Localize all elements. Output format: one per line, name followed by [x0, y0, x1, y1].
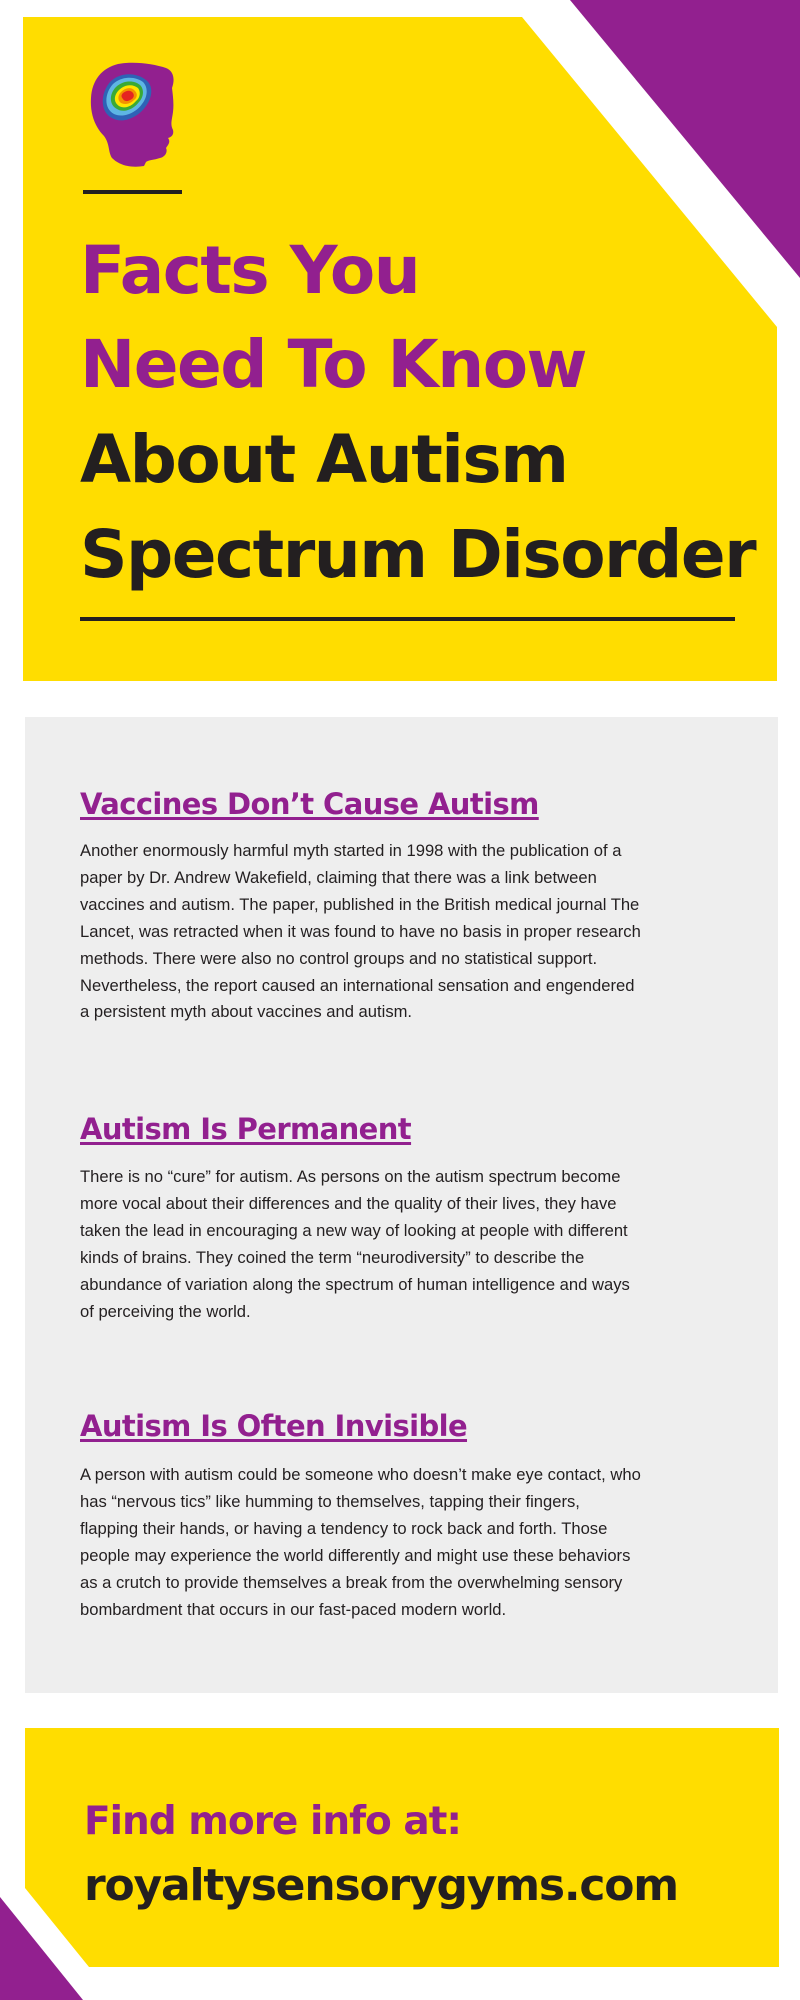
body-line: taken the lead in encouraging a new way of looking at people with different — [80, 1220, 628, 1240]
title-line-1: Facts You — [80, 232, 420, 309]
section-heading-vaccines: Vaccines Don’t Cause Autism — [80, 787, 539, 821]
footer-website-link[interactable]: royaltysensorygyms.com — [84, 1860, 678, 1911]
body-line: flapping their hands, or having a tendency to rock back and forth. Those — [80, 1518, 608, 1538]
body-line: abundance of variation along the spectrum of human intelligence and ways — [80, 1274, 630, 1294]
body-line: Another enormously harmful myth started in 1998 with the publication of a — [80, 841, 622, 860]
body-line: as a crutch to provide themselves a break from the overwhelming sensory — [80, 1572, 623, 1592]
body-line: people may experience the world differently and might use these behaviors — [80, 1545, 631, 1565]
body-line: A person with autism could be someone who doesn’t make eye contact, who — [80, 1465, 641, 1484]
footer-cta-label: Find more info at: — [84, 1799, 461, 1844]
title-line-4: Spectrum Disorder — [80, 516, 756, 593]
title-line-3: About Autism — [80, 421, 568, 498]
section-heading-invisible: Autism Is Often Invisible — [80, 1409, 468, 1443]
section-body-permanent — [80, 1164, 740, 1325]
section-body-vaccines — [80, 838, 740, 1026]
section-body-invisible — [80, 1462, 740, 1623]
body-line: a persistent myth about vaccines and autism. — [80, 1002, 413, 1022]
body-line: bombardment that occurs in our fast-paced modern world. — [80, 1599, 507, 1619]
body-line: vaccines and autism. The paper, published in the British medical journal The — [80, 894, 640, 914]
footer-yellow-panel — [25, 1728, 779, 1967]
body-line: There is no “cure” for autism. As persons on the autism spectrum become — [80, 1167, 621, 1186]
body-line: has “nervous tics” like humming to themselves, tapping their fingers, — [80, 1491, 580, 1511]
title-divider — [80, 617, 735, 621]
title-line-2: Need To Know — [80, 326, 587, 403]
body-line: paper by Dr. Andrew Wakefield, claiming that there was a link between — [80, 867, 597, 887]
body-line: methods. There were also no control groups and no statistical support. — [80, 948, 598, 968]
body-line: Nevertheless, the report caused an international sensation and engendered — [80, 975, 635, 995]
body-line: Lancet, was retracted when it was found to have no basis in proper research — [80, 921, 641, 941]
head-with-rainbow-brain-icon — [88, 62, 178, 168]
body-line: of perceiving the world. — [80, 1301, 251, 1321]
logo-underline-divider — [83, 190, 182, 194]
body-line: more vocal about their differences and the quality of their lives, they have — [80, 1193, 617, 1213]
section-heading-permanent: Autism Is Permanent — [80, 1112, 412, 1146]
body-line: kinds of brains. They coined the term “neurodiversity” to describe the — [80, 1247, 585, 1267]
